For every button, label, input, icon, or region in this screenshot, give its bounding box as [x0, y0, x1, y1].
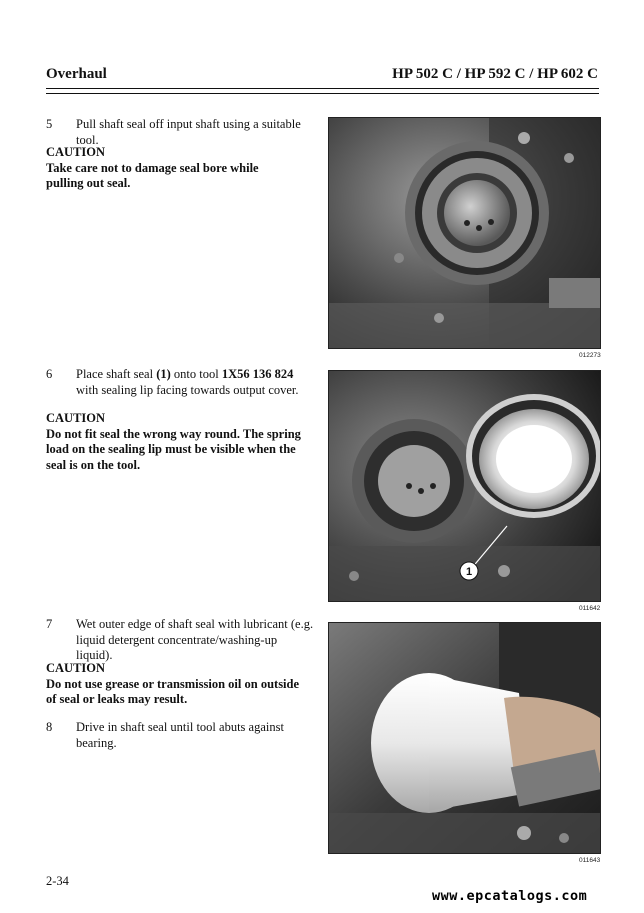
photo-seal-on-tool: [328, 370, 601, 602]
model-designation: HP 502 C / HP 592 C / HP 602 C: [392, 66, 598, 82]
caution-text: Do not fit seal the wrong way round. The spring load on the sealing lip must be visible when the seal is on the tool.: [46, 426, 301, 472]
step-text: Pull shaft seal off input shaft using a suitable tool.: [76, 117, 301, 147]
caution-3: [46, 661, 306, 708]
caution-label: CAUTION: [46, 661, 106, 675]
image-number: 011643: [579, 857, 601, 864]
caution-text: Do not use grease or transmission oil on outside of seal or leaks may result.: [46, 676, 300, 706]
caution-label: CAUTION: [46, 145, 106, 159]
header-rule: [46, 88, 599, 89]
step-text: Drive in shaft seal until tool abuts against bearing.: [76, 720, 284, 750]
photo-seal-removal: [328, 117, 601, 349]
step-text: Place shaft seal (1) onto tool 1X56 136 824 with sealing lip facing towards output cover.: [76, 367, 299, 397]
step-text: Wet outer edge of shaft seal with lubricant (e.g. liquid detergent concentrate/washing-up liquid).: [76, 617, 314, 662]
step-number: 8: [46, 720, 53, 734]
step-number: 6: [46, 367, 53, 381]
header-rule-thin: [46, 93, 599, 94]
step-number: 7: [46, 617, 53, 631]
step-7: [46, 617, 314, 664]
caution-1: [46, 145, 296, 192]
step-8: [46, 720, 286, 751]
step-6: [46, 367, 311, 398]
step-number: 5: [46, 117, 53, 131]
image-number: 012273: [579, 352, 601, 359]
caution-label: CAUTION: [46, 411, 106, 425]
page-number: 2-34: [46, 874, 69, 888]
image-number: 011642: [579, 605, 601, 612]
caution-2: [46, 411, 318, 473]
step-5: [46, 117, 316, 148]
caution-text: Take care not to damage seal bore while pulling out seal.: [46, 160, 259, 190]
photo-drive-seal: [328, 622, 601, 854]
callout-1: 1: [465, 566, 473, 578]
watermark: www.epcatalogs.com: [432, 888, 588, 904]
section-title: Overhaul: [46, 66, 107, 82]
